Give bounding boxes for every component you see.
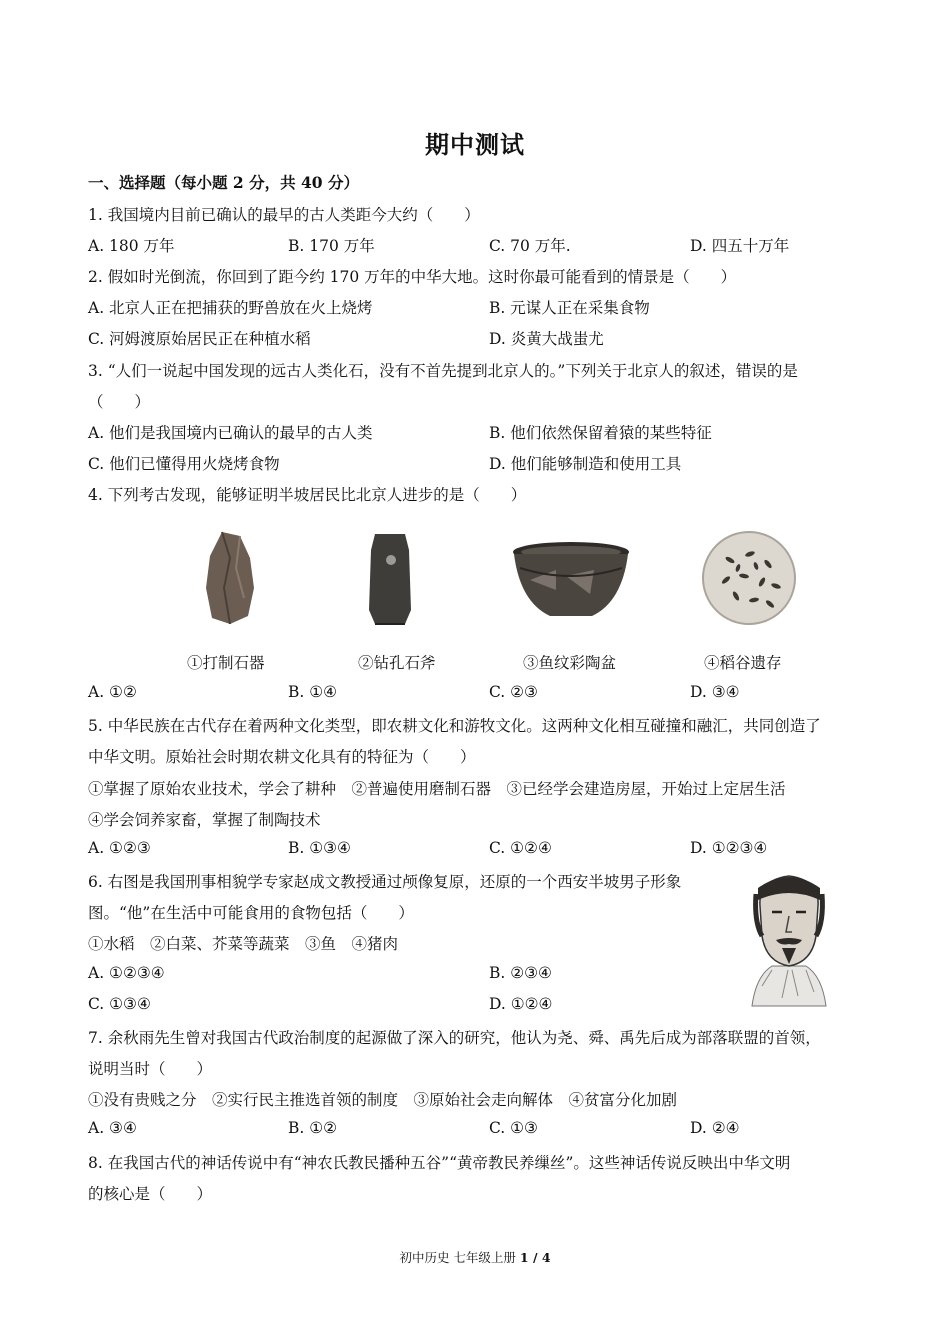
q1-option-d: D. 四五十万年: [690, 237, 790, 255]
q6-option-c: C. ①③④: [88, 995, 151, 1013]
q3-option-a: A. 他们是我国境内已确认的最早的古人类: [88, 424, 373, 442]
q3-stem-cont: （ ）: [88, 393, 151, 411]
q5-items-cont: ④学会饲养家畜，掌握了制陶技术: [88, 811, 321, 829]
q2-option-c: C. 河姆渡原始居民正在种植水稻: [88, 330, 311, 348]
q2-option-b: B. 元谋人正在采集食物: [489, 299, 650, 317]
q6-stem-cont: 图。“他”在生活中可能食用的食物包括（ ）: [88, 904, 414, 922]
rice-grain-remains-image: [700, 530, 798, 626]
q2-stem: 2. 假如时光倒流，你回到了距今约 170 万年的中华大地。这时你最可能看到的情景是（ ）: [88, 268, 737, 286]
drilled-stone-axe-image: [365, 530, 415, 628]
q4-option-b: B. ①④: [288, 683, 338, 701]
q5-option-b: B. ①③④: [288, 839, 351, 857]
section-heading: 一、选择题（每小题 2 分，共 40 分）: [88, 173, 359, 192]
q1-option-b: B. 170 万年: [288, 237, 375, 255]
q6-items: ①水稻 ②白菜、芥菜等蔬菜 ③鱼 ④猪肉: [88, 935, 399, 953]
q7-option-b: B. ①②: [288, 1119, 338, 1137]
q2-option-d: D. 炎黄大战蚩尤: [489, 330, 604, 348]
q8-stem-cont: 的核心是（ ）: [88, 1185, 213, 1203]
q8-stem: 8. 在我国古代的神话传说中有“神农氏教民播种五谷”“黄帝教民养缫丝”。这些神话传说反映出中华文明: [88, 1154, 791, 1172]
chipped-stone-tool-image: [200, 528, 260, 628]
q5-option-c: C. ①②④: [489, 839, 552, 857]
banpo-man-portrait-image: [742, 866, 836, 1012]
q6-option-b: B. ②③④: [489, 964, 552, 982]
q1-option-c: C. 70 万年.: [489, 237, 571, 255]
q5-option-d: D. ①②③④: [690, 839, 768, 857]
artifact-figures: [0, 528, 950, 648]
q2-option-a: A. 北京人正在把捕获的野兽放在火上烧烤: [88, 299, 373, 317]
q7-stem: 7. 余秋雨先生曾对我国古代政治制度的起源做了深入的研究，他认为尧、舜、禹先后成为部落联盟的首领，: [88, 1029, 821, 1047]
q5-items: ①掌握了原始农业技术，学会了耕种 ②普遍使用磨制石器 ③已经学会建造房屋，开始过上定居生活: [88, 780, 786, 798]
q7-stem-cont: 说明当时（ ）: [88, 1060, 213, 1078]
q4-option-d: D. ③④: [690, 683, 740, 701]
painted-pottery-basin-image: [510, 540, 632, 622]
q4-caption-4: ④稻谷遗存: [704, 654, 782, 672]
page-number: 1 / 4: [519, 1250, 551, 1265]
q1-stem: 1. 我国境内目前已确认的最早的古人类距今大约（ ）: [88, 206, 480, 224]
q4-caption-3: ③鱼纹彩陶盆: [523, 654, 617, 672]
q6-stem: 6. 右图是我国刑事相貌学专家赵成文教授通过颅像复原，还原的一个西安半坡男子形象: [88, 873, 682, 891]
q5-stem-cont: 中华文明。原始社会时期农耕文化具有的特征为（ ）: [88, 748, 476, 766]
q4-option-c: C. ②③: [489, 683, 538, 701]
q4-caption-2: ②钻孔石斧: [358, 654, 436, 672]
q1-option-a: A. 180 万年: [88, 237, 175, 255]
q3-option-b: B. 他们依然保留着猿的某些特征: [489, 424, 712, 442]
q5-stem: 5. 中华民族在古代存在着两种文化类型，即农耕文化和游牧文化。这两种文化相互碰撞和融汇，共同创造了: [88, 717, 821, 735]
page-footer: [0, 1248, 950, 1266]
q3-option-d: D. 他们能够制造和使用工具: [489, 455, 682, 473]
q5-option-a: A. ①②③: [88, 839, 151, 857]
q7-option-c: C. ①③: [489, 1119, 538, 1137]
q4-caption-1: ①打制石器: [187, 654, 265, 672]
q7-items: ①没有贵贱之分 ②实行民主推选首领的制度 ③原始社会走向解体 ④贫富分化加剧: [88, 1091, 678, 1109]
q7-option-a: A. ③④: [88, 1119, 137, 1137]
page-title: 期中测试: [425, 130, 525, 159]
q4-option-a: A. ①②: [88, 683, 137, 701]
q6-option-a: A. ①②③④: [88, 964, 165, 982]
q7-option-d: D. ②④: [690, 1119, 740, 1137]
footer-text: 初中历史 七年级上册: [399, 1250, 520, 1265]
q3-option-c: C. 他们已懂得用火烧烤食物: [88, 455, 280, 473]
q3-stem: 3. “人们一说起中国发现的远古人类化石，没有不首先提到北京人的。”下列关于北京人的叙述，错误的是: [88, 362, 798, 380]
q4-stem: 4. 下列考古发现，能够证明半坡居民比北京人进步的是（ ）: [88, 486, 527, 504]
q6-option-d: D. ①②④: [489, 995, 553, 1013]
